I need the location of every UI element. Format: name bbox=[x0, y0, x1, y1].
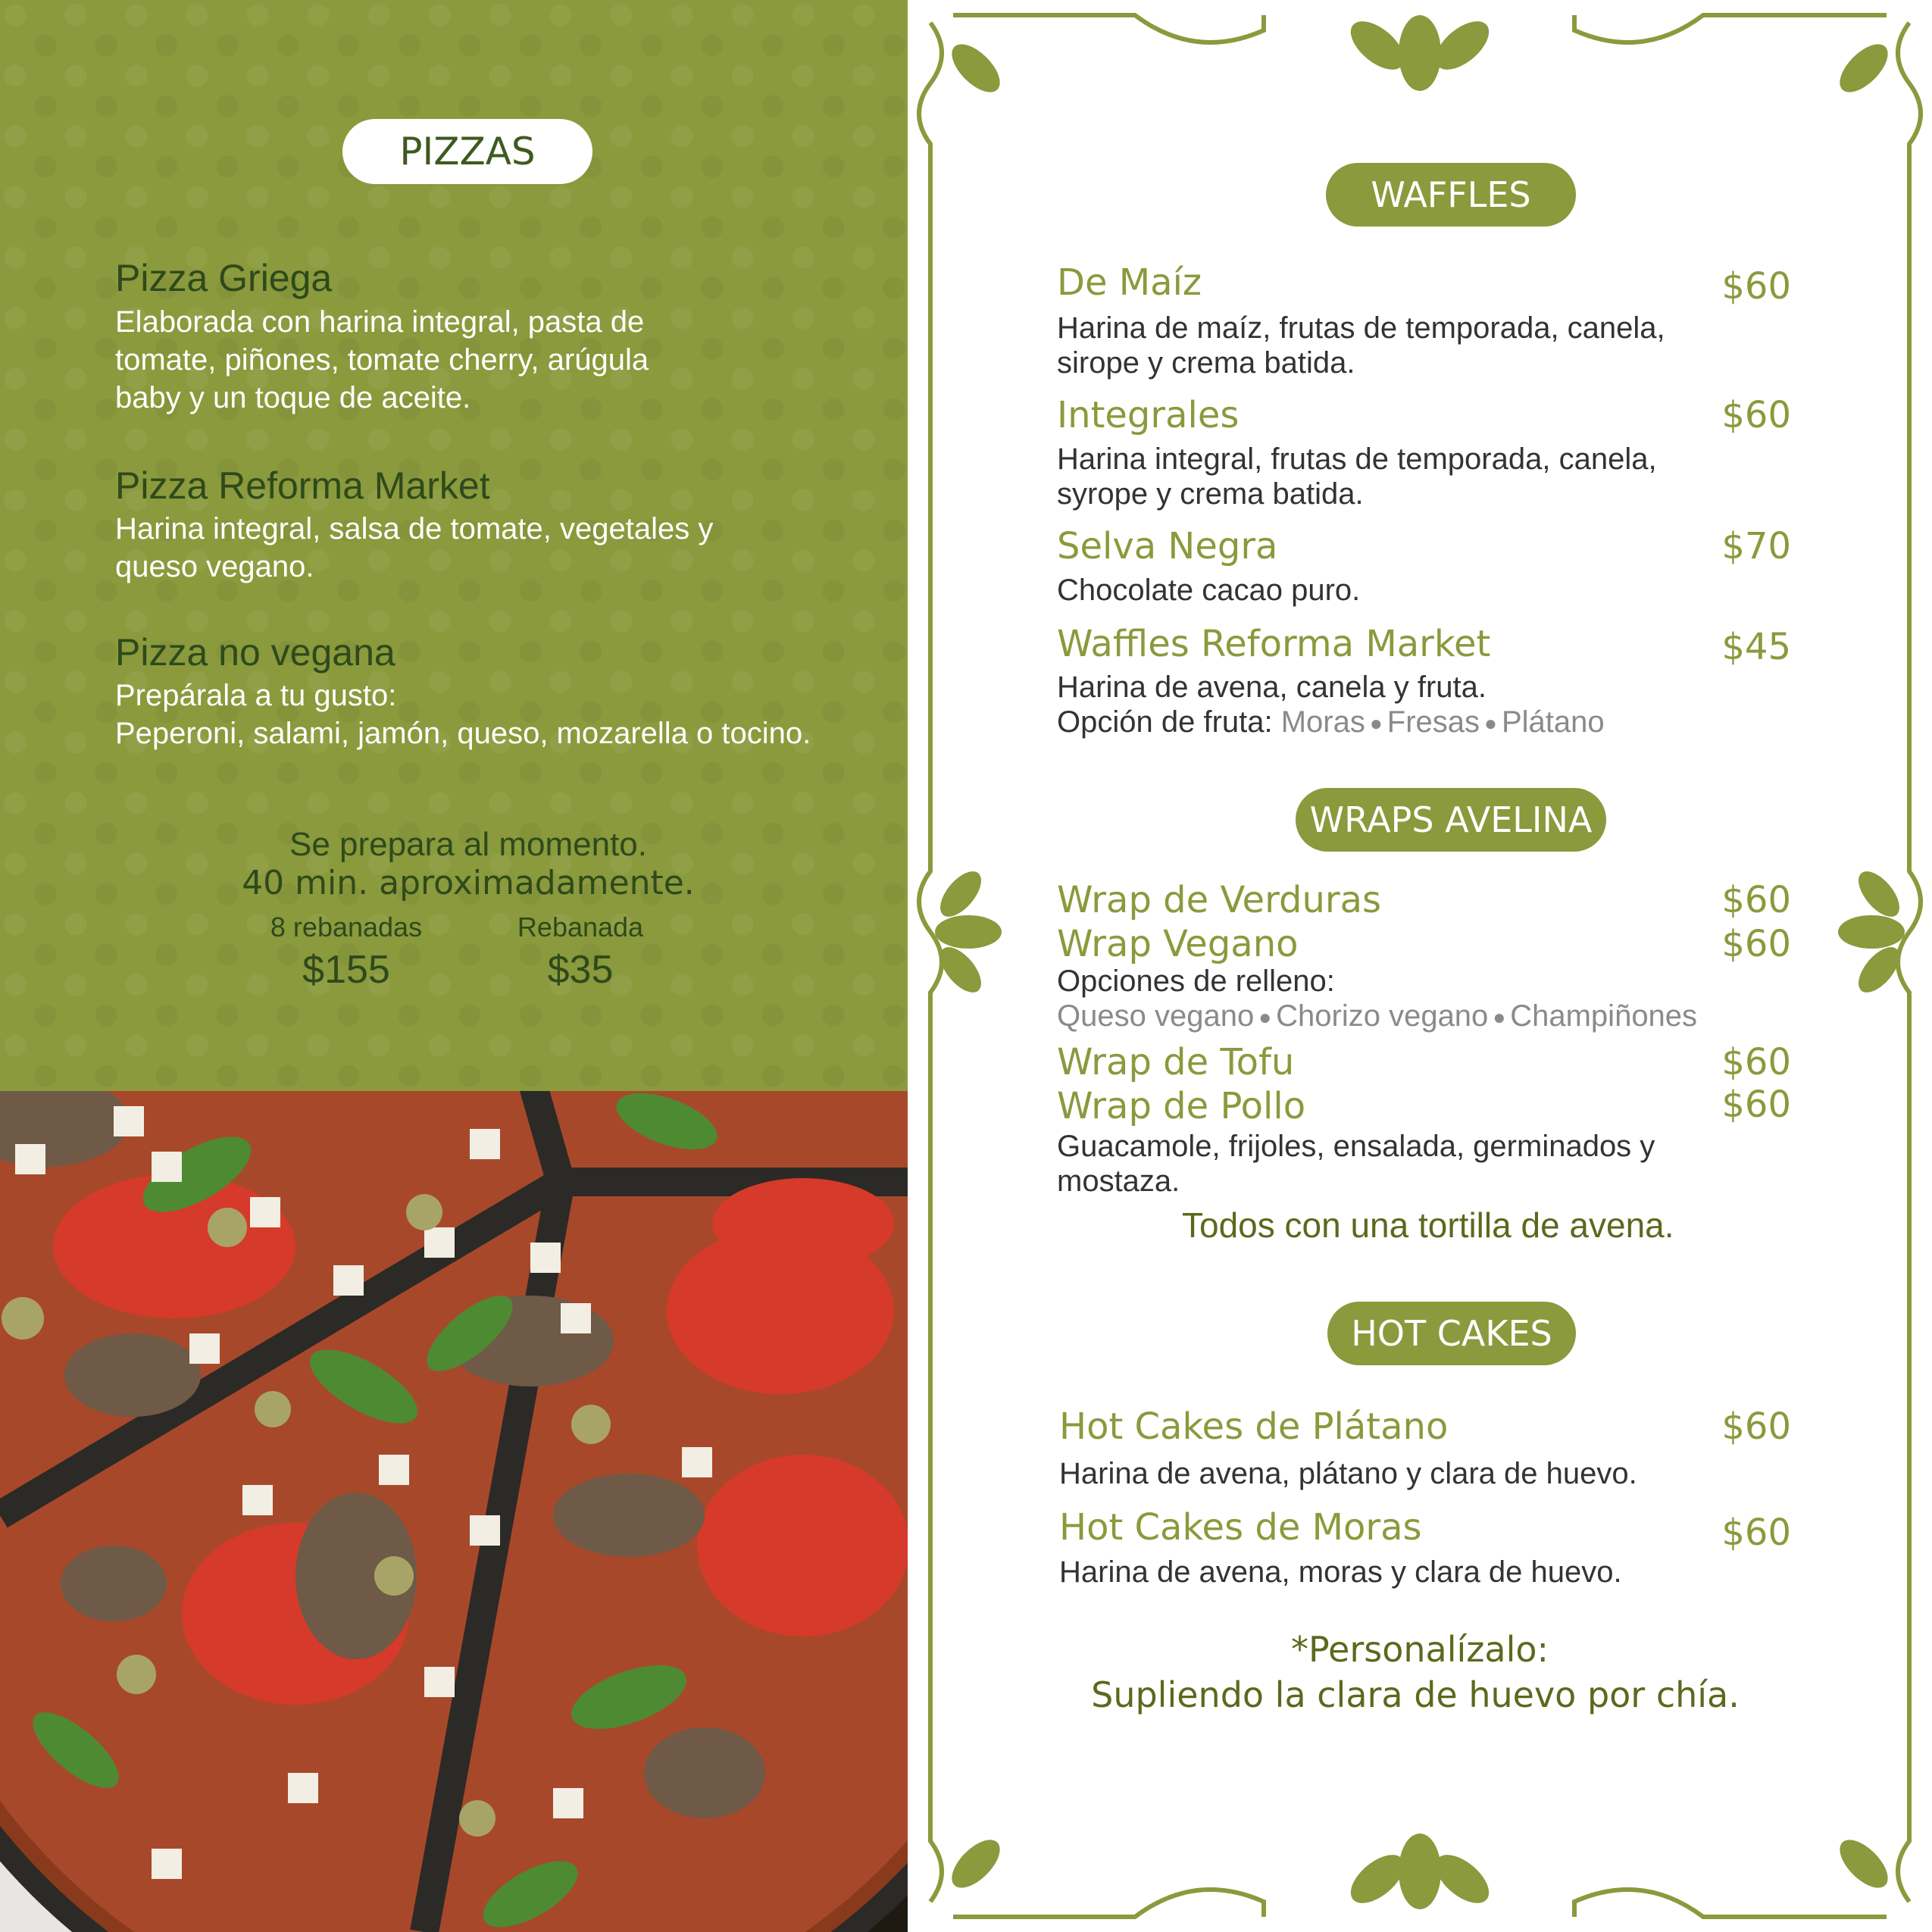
waffle-de-maiz-name: De Maíz bbox=[1057, 261, 1202, 304]
waffle-de-maiz-price: $60 bbox=[1721, 265, 1791, 308]
pizza-photo bbox=[0, 1091, 908, 1932]
fruit-option-moras: Moras bbox=[1280, 705, 1365, 739]
pizza-illustration bbox=[0, 1091, 908, 1932]
pizzas-panel bbox=[0, 0, 908, 1091]
hotcakes-moras-price: $60 bbox=[1721, 1512, 1791, 1554]
pizza-no-vegana-desc-2: Peperoni, salami, jamón, queso, mozarella o tocino. bbox=[115, 717, 811, 750]
filling-options-line bbox=[1057, 999, 1697, 1035]
wrap-verduras-name: Wrap de Verduras bbox=[1057, 879, 1382, 921]
fruit-options-label: Opción de fruta: bbox=[1057, 705, 1273, 739]
hotcakes-moras-desc: Harina de avena, moras y clara de huevo. bbox=[1059, 1555, 1622, 1589]
wrap-pollo-desc-1: Guacamole, frijoles, ensalada, germinados y bbox=[1057, 1130, 1655, 1163]
bullet-icon: ● bbox=[1484, 711, 1497, 736]
hotcakes-note-text: Supliendo la clara de huevo por chía. bbox=[1091, 1674, 1740, 1715]
wrap-tofu-name: Wrap de Tofu bbox=[1057, 1041, 1295, 1083]
pizza-reforma-desc-1: Harina integral, salsa de tomate, vegetales y bbox=[115, 512, 714, 546]
waffle-selva-negra-name: Selva Negra bbox=[1057, 525, 1278, 567]
bullet-icon: ● bbox=[1493, 1005, 1506, 1030]
hotcakes-platano-price: $60 bbox=[1721, 1405, 1791, 1448]
waffle-reforma-name: Waffles Reforma Market bbox=[1057, 623, 1491, 665]
waffle-reforma-desc: Harina de avena, canela y fruta. bbox=[1057, 671, 1487, 704]
waffle-integrales-name: Integrales bbox=[1057, 394, 1240, 436]
option-price-8-rebanadas: $155 bbox=[302, 948, 390, 992]
fruit-option-fresas: Fresas bbox=[1386, 705, 1480, 739]
wrap-tofu-price: $60 bbox=[1721, 1041, 1791, 1083]
waffle-integrales-desc-2: syrope y crema batida. bbox=[1057, 477, 1364, 511]
waffle-integrales-desc-1: Harina integral, frutas de temporada, canela, bbox=[1057, 442, 1657, 476]
pizza-reforma-desc-2: queso vegano. bbox=[115, 550, 314, 583]
wraps-note: Todos con una tortilla de avena. bbox=[1182, 1205, 1674, 1245]
filling-options-label: Opciones de relleno: bbox=[1057, 964, 1335, 998]
pizza-reforma-title: Pizza Reforma Market bbox=[115, 464, 490, 507]
wraps-header: WRAPS AVELINA bbox=[1296, 788, 1606, 852]
wrap-pollo-price: $60 bbox=[1721, 1083, 1791, 1126]
filling-option-champinones: Champiñones bbox=[1510, 999, 1698, 1033]
pizza-griega-title: Pizza Griega bbox=[115, 257, 333, 299]
pizza-prep-note: Se prepara al momento. bbox=[289, 826, 648, 863]
waffle-selva-negra-price: $70 bbox=[1721, 525, 1791, 567]
bullet-icon: ● bbox=[1258, 1005, 1272, 1030]
option-label-8-rebanadas: 8 rebanadas bbox=[270, 911, 423, 943]
waffle-selva-negra-desc: Chocolate cacao puro. bbox=[1057, 574, 1361, 607]
hotcakes-header: HOT CAKES bbox=[1327, 1302, 1576, 1365]
option-label-rebanada: Rebanada bbox=[517, 911, 644, 943]
bullet-icon: ● bbox=[1369, 711, 1383, 736]
pizza-griega-desc-1: Elaborada con harina integral, pasta de bbox=[115, 305, 645, 339]
option-price-rebanada: $35 bbox=[547, 948, 614, 992]
wrap-pollo-desc-2: mostaza. bbox=[1057, 1165, 1180, 1198]
hotcakes-moras-name: Hot Cakes de Moras bbox=[1059, 1506, 1422, 1549]
pizza-griega-desc-3: baby y un toque de aceite. bbox=[115, 381, 471, 414]
fruit-options-line bbox=[1057, 705, 1605, 741]
filling-option-queso: Queso vegano bbox=[1057, 999, 1255, 1033]
pizza-no-vegana-desc-1: Prepárala a tu gusto: bbox=[115, 679, 397, 712]
waffle-reforma-price: $45 bbox=[1721, 626, 1791, 668]
wrap-verduras-price: $60 bbox=[1721, 879, 1791, 921]
pizzas-header: PIZZAS bbox=[342, 119, 592, 184]
waffle-integrales-price: $60 bbox=[1721, 394, 1791, 436]
pizza-no-vegana-title: Pizza no vegana bbox=[115, 631, 395, 674]
wrap-vegano-name: Wrap Vegano bbox=[1057, 923, 1299, 965]
hotcakes-platano-desc: Harina de avena, plátano y clara de huevo. bbox=[1059, 1457, 1637, 1490]
wrap-pollo-name: Wrap de Pollo bbox=[1057, 1085, 1306, 1127]
pizza-time-note: 40 min. aproximadamente. bbox=[242, 864, 695, 902]
waffle-de-maiz-desc-1: Harina de maíz, frutas de temporada, canela, bbox=[1057, 311, 1665, 345]
wrap-vegano-price: $60 bbox=[1721, 923, 1791, 965]
fruit-option-platano: Plátano bbox=[1501, 705, 1605, 739]
filling-option-chorizo: Chorizo vegano bbox=[1276, 999, 1489, 1033]
hotcakes-platano-name: Hot Cakes de Plátano bbox=[1059, 1405, 1449, 1448]
pizza-griega-desc-2: tomate, piñones, tomate cherry, arúgula bbox=[115, 343, 649, 377]
waffle-de-maiz-desc-2: sirope y crema batida. bbox=[1057, 346, 1355, 380]
hotcakes-note-title: *Personalízalo: bbox=[1290, 1629, 1549, 1670]
waffles-header: WAFFLES bbox=[1326, 163, 1576, 227]
